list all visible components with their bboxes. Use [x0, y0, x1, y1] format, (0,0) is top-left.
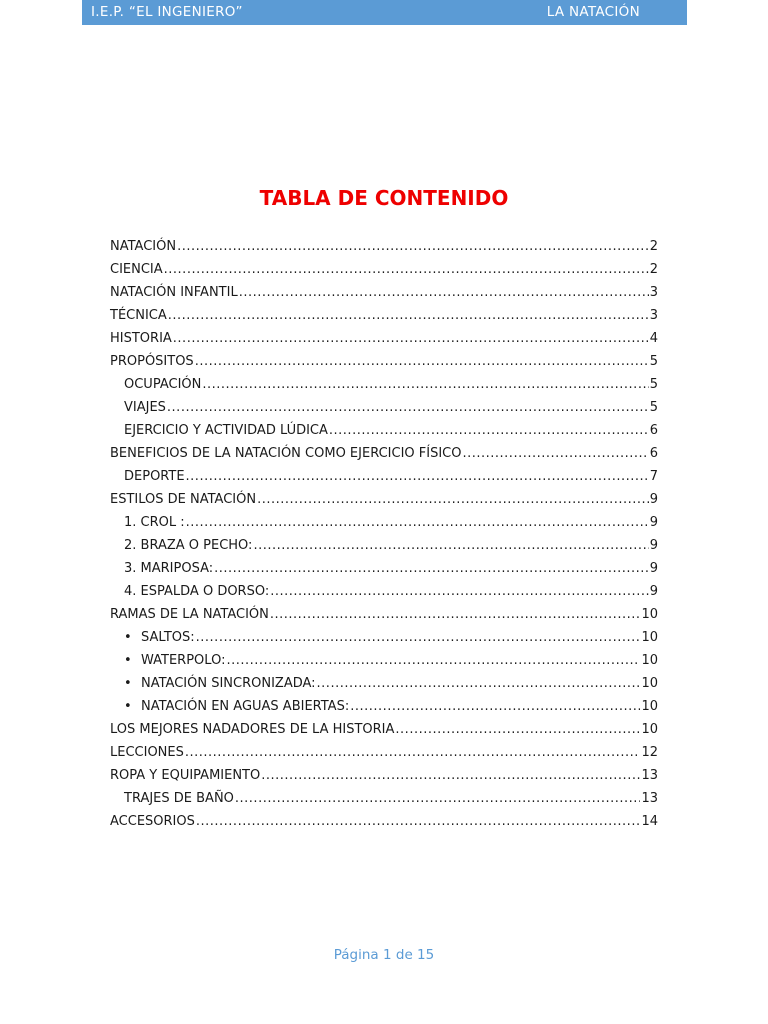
dot-leader [317, 673, 641, 694]
dot-leader [270, 581, 648, 602]
toc-entry-label: OCUPACIÓN [124, 377, 202, 392]
toc-entry[interactable] [110, 512, 658, 535]
dot-leader [239, 282, 649, 303]
bullet-icon: • [124, 676, 132, 691]
document-topic: LA NATACIÓN [546, 4, 640, 20]
toc-entry[interactable] [110, 489, 658, 512]
toc-entry-label: NATACIÓN [110, 239, 177, 254]
toc-entry-label: RAMAS DE LA NATACIÓN [110, 607, 269, 622]
toc-entry-label: TRAJES DE BAÑO [124, 791, 234, 806]
toc-entry-page-number: 10 [641, 699, 658, 714]
school-name: I.E.P. “EL INGENIERO” [91, 4, 243, 20]
toc-entry[interactable] [110, 581, 658, 604]
toc-entry-page-number: 9 [649, 538, 658, 553]
dot-leader [462, 443, 648, 464]
toc-entry[interactable] [110, 765, 658, 788]
toc-entry-page-number: 9 [649, 561, 658, 576]
toc-entry-page-number: 10 [641, 607, 658, 622]
toc-entry[interactable] [110, 673, 658, 696]
toc-entry-label: HISTORIA [110, 331, 172, 346]
toc-entry[interactable] [110, 696, 658, 719]
toc-entry-page-number: 3 [649, 285, 658, 300]
toc-entry[interactable] [110, 742, 658, 765]
dot-leader [168, 305, 649, 326]
toc-entry-label: LECCIONES [110, 745, 184, 760]
toc-list [110, 236, 658, 834]
toc-entry[interactable] [110, 328, 658, 351]
bullet-icon: • [124, 630, 132, 645]
toc-entry-page-number: 2 [649, 239, 658, 254]
toc-entry-page-number: 5 [649, 354, 658, 369]
toc-entry-page-number: 10 [641, 630, 658, 645]
toc-entry[interactable] [110, 719, 658, 742]
toc-entry-page-number: 14 [641, 814, 658, 829]
dot-leader [253, 535, 648, 556]
dot-leader [173, 328, 649, 349]
toc-entry-label: BENEFICIOS DE LA NATACIÓN COMO EJERCICIO FÍSICO [110, 446, 462, 461]
toc-entry-page-number: 9 [649, 584, 658, 599]
dot-leader [329, 420, 649, 441]
toc-entry-label: 1. CROL : [124, 515, 185, 530]
toc-entry-label: PROPÓSITOS [110, 354, 194, 369]
toc-entry[interactable] [110, 650, 658, 673]
toc-entry-label: 3. MARIPOSA: [124, 561, 214, 576]
dot-leader [226, 650, 640, 671]
toc-entry-page-number: 10 [641, 676, 658, 691]
document-header [82, 0, 687, 25]
toc-entry-label: ROPA Y EQUIPAMIENTO [110, 768, 261, 783]
toc-entry[interactable] [110, 443, 658, 466]
toc-entry-page-number: 13 [641, 768, 658, 783]
bullet-icon: • [124, 699, 132, 714]
dot-leader [177, 236, 649, 257]
dot-leader [214, 558, 649, 579]
dot-leader [270, 604, 641, 625]
toc-entry-label: LOS MEJORES NADADORES DE LA HISTORIA [110, 722, 395, 737]
toc-entry-page-number: 7 [649, 469, 658, 484]
toc-entry[interactable] [110, 374, 658, 397]
dot-leader [186, 466, 649, 487]
dot-leader [167, 397, 649, 418]
toc-entry[interactable] [110, 604, 658, 627]
toc-entry-label: CIENCIA [110, 262, 163, 277]
toc-entry[interactable] [110, 351, 658, 374]
toc-entry[interactable] [110, 627, 658, 650]
toc-entry[interactable] [110, 811, 658, 834]
bullet-icon: • [124, 653, 132, 668]
page-number-footer: Página 1 de 15 [333, 947, 435, 963]
dot-leader [395, 719, 640, 740]
dot-leader [257, 489, 649, 510]
toc-title: TABLA DE CONTENIDO [259, 186, 509, 210]
toc-entry[interactable] [110, 259, 658, 282]
toc-entry-page-number: 2 [649, 262, 658, 277]
dot-leader [186, 512, 649, 533]
toc-entry-label: TÉCNICA [110, 308, 167, 323]
toc-entry-page-number: 3 [649, 308, 658, 323]
toc-entry-label: SALTOS: [141, 630, 195, 645]
toc-entry[interactable] [110, 305, 658, 328]
dot-leader [196, 627, 641, 648]
toc-entry-page-number: 4 [649, 331, 658, 346]
toc-entry-label: 4. ESPALDA O DORSO: [124, 584, 270, 599]
toc-entry[interactable] [110, 420, 658, 443]
toc-entry[interactable] [110, 788, 658, 811]
toc-entry-page-number: 9 [649, 492, 658, 507]
toc-entry-page-number: 9 [649, 515, 658, 530]
toc-entry[interactable] [110, 466, 658, 489]
toc-entry-page-number: 5 [649, 377, 658, 392]
dot-leader [202, 374, 648, 395]
toc-entry-label: NATACIÓN EN AGUAS ABIERTAS: [141, 699, 350, 714]
toc-entry-label: WATERPOLO: [141, 653, 226, 668]
toc-entry-label: NATACIÓN INFANTIL [110, 285, 238, 300]
toc-entry-label: ACCESORIOS [110, 814, 195, 829]
toc-entry-page-number: 12 [641, 745, 658, 760]
toc-entry-page-number: 5 [649, 400, 658, 415]
toc-entry-label: DEPORTE [124, 469, 185, 484]
toc-entry-page-number: 10 [641, 653, 658, 668]
toc-entry-label: 2. BRAZA O PECHO: [124, 538, 253, 553]
toc-entry-page-number: 6 [649, 423, 658, 438]
toc-entry-label: EJERCICIO Y ACTIVIDAD LÚDICA [124, 423, 328, 438]
toc-entry-page-number: 10 [641, 722, 658, 737]
toc-entry[interactable] [110, 397, 658, 420]
toc-entry[interactable] [110, 535, 658, 558]
toc-entry-page-number: 13 [641, 791, 658, 806]
toc-entry-label: ESTILOS DE NATACIÓN [110, 492, 257, 507]
dot-leader [164, 259, 649, 280]
dot-leader [185, 742, 641, 763]
toc-entry[interactable] [110, 282, 658, 305]
toc-entry[interactable] [110, 558, 658, 581]
dot-leader [196, 811, 641, 832]
dot-leader [235, 788, 641, 809]
toc-entry[interactable] [110, 236, 658, 259]
toc-entry-page-number: 6 [649, 446, 658, 461]
toc-entry-label: VIAJES [124, 400, 166, 415]
dot-leader [350, 696, 640, 717]
dot-leader [261, 765, 640, 786]
toc-entry-label: NATACIÓN SINCRONIZADA: [141, 676, 316, 691]
dot-leader [195, 351, 649, 372]
